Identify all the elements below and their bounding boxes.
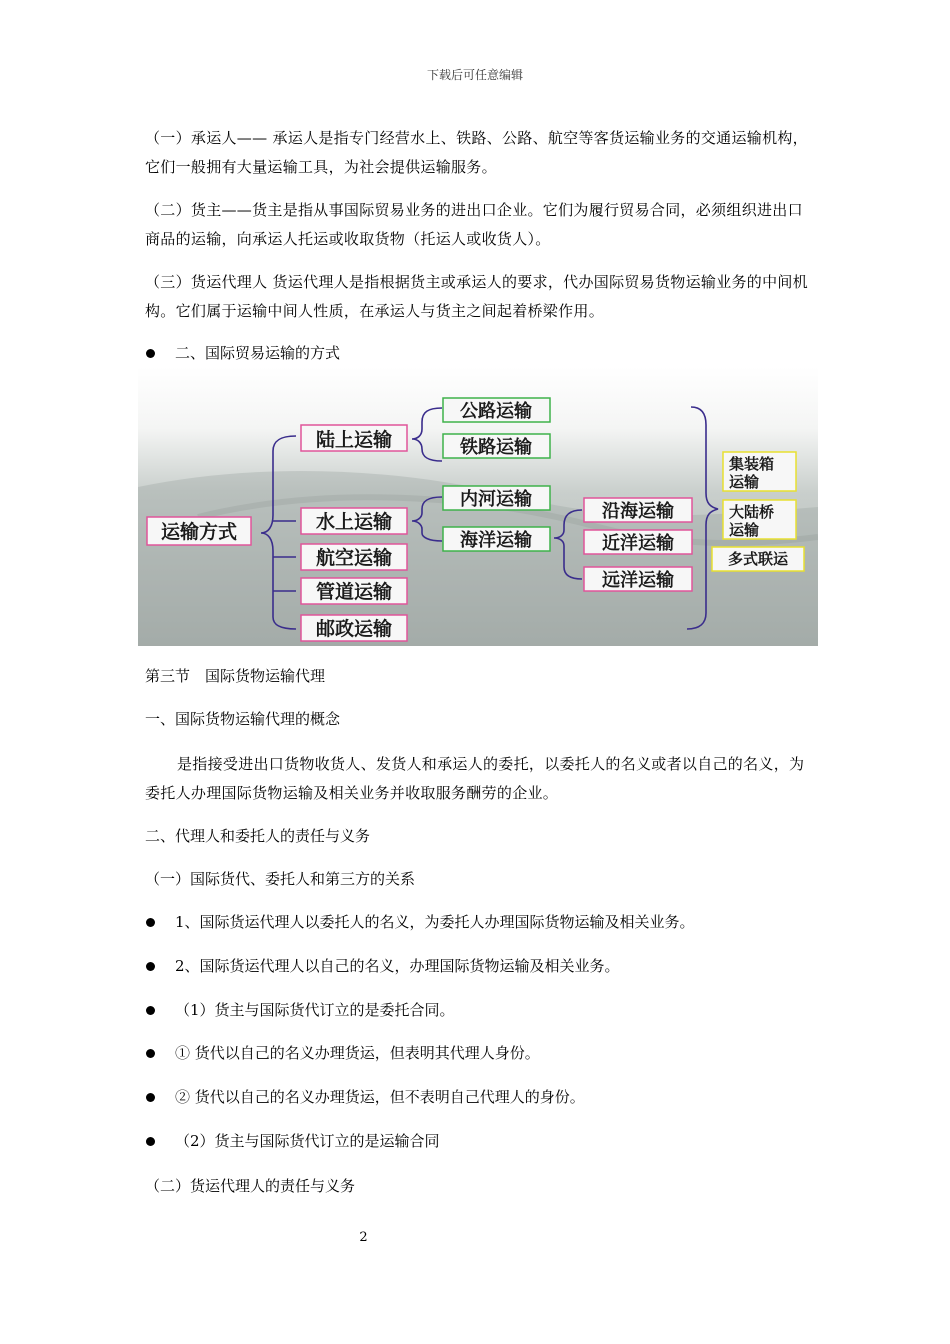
label-pipeline: 管道运输 [315, 581, 393, 603]
label-root: 运输方式 [160, 521, 238, 543]
label-container-line1: 集装箱 [729, 455, 775, 473]
transport-modes-diagram [138, 367, 818, 646]
bullet-item-2: 2、国际货运代理人以自己的名义，办理国际货物运输及相关业务。 [175, 957, 620, 975]
page-number: 2 [359, 1230, 368, 1245]
bullet-item-3: （1）货主与国际货代订立的是委托合同。 [175, 1001, 455, 1019]
page-header: 下载后可任意编辑 [426, 68, 523, 82]
label-multimodal: 多式联运 [727, 550, 789, 568]
label-water: 水上运输 [315, 511, 393, 533]
label-rail: 铁路运输 [460, 437, 532, 458]
heading-concept: 一、国际货物运输代理的概念 [145, 710, 341, 728]
bullet-item-6: （2）货主与国际货代订立的是运输合同 [175, 1132, 440, 1150]
section-title: 第三节 国际货物运输代理 [145, 667, 326, 685]
subheading-forwarder-duties: （二）货运代理人的责任与义务 [145, 1177, 356, 1195]
heading-transport-modes: 二、国际贸易运输的方式 [175, 344, 341, 362]
bullet-dot [146, 962, 155, 971]
bullet-dot [146, 1137, 155, 1146]
label-far-sea: 远洋运输 [602, 570, 674, 591]
label-landbridge-line1: 大陆桥 [729, 503, 775, 521]
label-postal: 邮政运输 [315, 618, 393, 640]
paragraph-shipper: （二）货主——货主是指从事国际贸易业务的进出口企业。它们为履行贸易合同，必须组织进出口商品的运输，向承运人托运或收取货物（托运人或收货人）。 [145, 201, 803, 248]
label-landbridge-line2: 运输 [729, 521, 760, 539]
subheading-relationship: （一）国际货代、委托人和第三方的关系 [145, 870, 416, 888]
label-near-sea: 近洋运输 [602, 533, 674, 554]
label-air: 航空运输 [315, 547, 393, 569]
heading-responsibilities: 二、代理人和委托人的责任与义务 [145, 827, 371, 845]
label-road: 公路运输 [460, 401, 532, 422]
bullet-dot [146, 1006, 155, 1015]
bullet-item-4: ① 货代以自己的名义办理货运，但表明其代理人身份。 [175, 1044, 540, 1062]
paragraph-concept: 是指接受进出口货物收货人、发货人和承运人的委托，以委托人的名义或者以自己的名义，为委托人办理国际货物运输及相关业务并收取服务酬劳的企业。 [145, 755, 805, 802]
bullet-item-5: ② 货代以自己的名义办理货运，但不表明自己代理人的身份。 [175, 1088, 585, 1106]
label-land: 陆上运输 [315, 429, 393, 451]
bullet-item-1: 1、国际货运代理人以委托人的名义，为委托人办理国际货物运输及相关业务。 [175, 913, 695, 931]
paragraph-forwarder: （三）货运代理人 货运代理人是指根据货主或承运人的要求，代办国际贸易货物运输业务的中间机构。它们属于运输中间人性质，在承运人与货主之间起着桥梁作用。 [145, 273, 808, 320]
label-ocean: 海洋运输 [460, 530, 532, 551]
bullet-dot [146, 918, 155, 927]
bullet-dot [146, 1049, 155, 1058]
label-inland: 内河运输 [460, 489, 532, 510]
bullet-dot [146, 349, 155, 358]
label-container-line2: 运输 [729, 473, 760, 491]
paragraph-carrier: （一）承运人—— 承运人是指专门经营水上、铁路、公路、航空等客货运输业务的交通运输机构，它们一般拥有大量运输工具，为社会提供运输服务。 [145, 129, 808, 176]
label-coastal: 沿海运输 [602, 501, 674, 522]
bullet-dot [146, 1093, 155, 1102]
